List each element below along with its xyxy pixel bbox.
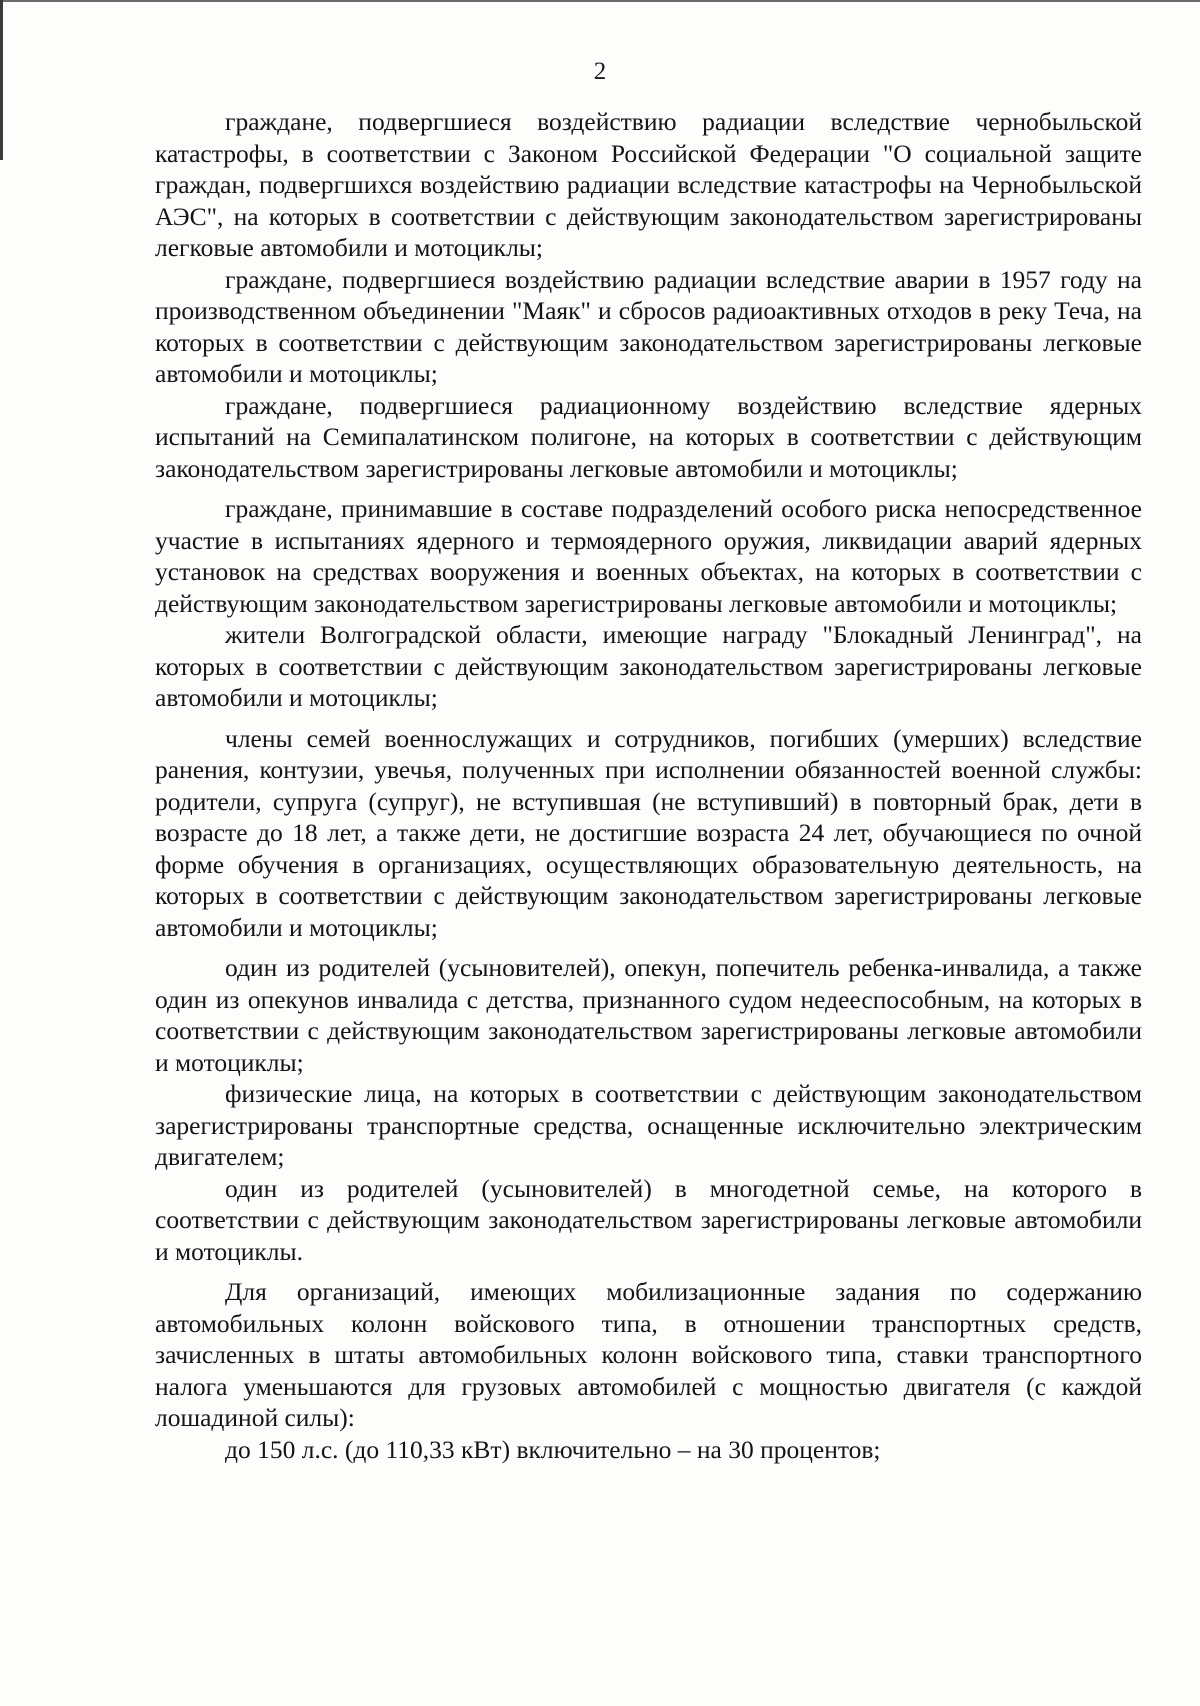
paragraph-disabled-child-guardians: один из родителей (усыновителей), опекун, попечитель ребенка-инвалида, а также один из опекунов инвалида с детства, признанного судом недееспособным, на которых в соответствии с действующим законодательством зарегистрированы легковые автомобили и мотоциклы;: [155, 953, 1142, 1077]
paragraph-chernobyl: граждане, подвергшиеся воздействию радиации вследствие чернобыльской катастрофы, в соответствии с Законом Российской Федерации "О социальной защите граждан, подвергшихся воздействию радиации вследствие катастрофы на Чернобыльской АЭС", на которых в соответствии с действующим законодательством зарегистрированы легковые автомобили и мотоциклы;: [155, 107, 1142, 262]
paragraph-semipalatinsk: граждане, подвергшиеся радиационному воздействию вследствие ядерных испытаний на Семипалатинском полигоне, на которых в соответствии с действующим законодательством зарегистрированы легковые автомобили и мотоциклы;: [155, 390, 1142, 483]
paragraph-rate-up-to-150hp: до 150 л.с. (до 110,33 кВт) включительно – на 30 процентов;: [225, 1434, 881, 1464]
paragraph-mobilization-organizations: Для организаций, имеющих мобилизационные задания по содержанию автомобильных колонн войскового типа, в отношении транспортных средств, зачисленных в штаты автомобильных колонн войскового типа, ставки транспортного налога уменьшаются для грузовых автомобилей с мощностью двигателя (с каждой лошадиной силы):: [155, 1277, 1142, 1432]
document-body: [155, 106, 1142, 1465]
paragraph-large-families: один из родителей (усыновителей) в многодетной семье, на которого в соответствии с действующим законодательством зарегистрированы легковые автомобили и мотоциклы.: [155, 1173, 1142, 1266]
paragraph-military-families: члены семей военнослужащих и сотрудников, погибших (умерших) вследствие ранения, контузии, увечья, полученных при исполнении обязанностей военной службы: родители, супруга (супруг), не вступившая (не вступивший) в повторный брак, дети в возрасте до 18 лет, а также дети, не достигшие возраста 24 лет, обучающиеся по очной форме обучения в организациях, осуществляющих образовательную деятельность, на которых в соответствии с действующим законодательством зарегистрированы легковые автомобили и мотоциклы;: [155, 723, 1142, 942]
paragraph-mayak: граждане, подвергшиеся воздействию радиации вследствие аварии в 1957 году на производственном объединении "Маяк" и сбросов радиоактивных отходов в реку Теча, на которых в соответствии с действующим законодательством зарегистрированы легковые автомобили и мотоциклы;: [155, 264, 1142, 388]
page-number: 2: [593, 58, 607, 85]
paragraph-electric-vehicles: физические лица, на которых в соответствии с действующим законодательством зарегистрированы транспортные средства, оснащенные исключительно электрическим двигателем;: [155, 1079, 1142, 1171]
paragraph-blockade-leningrad: жители Волгоградской области, имеющие награду "Блокадный Ленинград", на которых в соответствии с действующим законодательством зарегистрированы легковые автомобили и мотоциклы;: [155, 620, 1142, 712]
scan-edge-top: [0, 0, 1200, 2]
paragraph-special-risk: граждане, принимавшие в составе подразделений особого риска непосредственное участие в испытаниях ядерного и термоядерного оружия, ликвидации аварий ядерных установок на средствах вооружения и военных объектах, на которых в соответствии с действующим законодательством зарегистрированы легковые автомобили и мотоциклы;: [155, 494, 1142, 618]
